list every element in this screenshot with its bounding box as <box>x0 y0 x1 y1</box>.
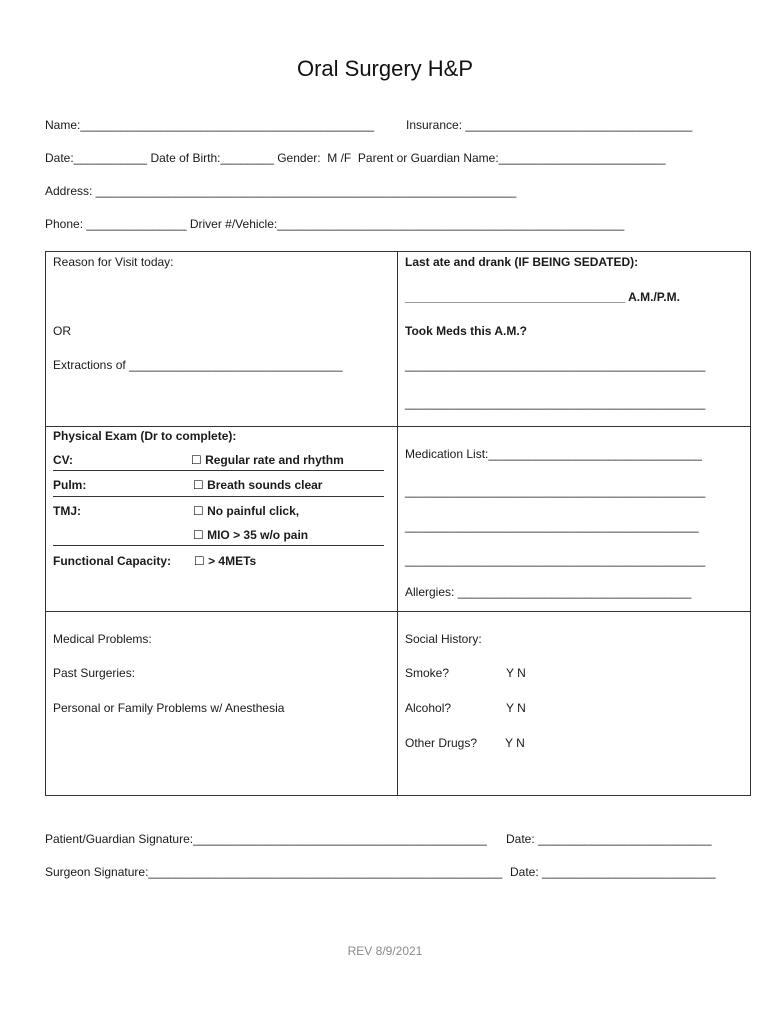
cv-label: CV: <box>53 453 74 467</box>
patient-signature-field[interactable]: ____________________________________________ <box>193 832 487 846</box>
medication-list-field[interactable]: ________________________________ <box>488 447 702 461</box>
guardian-field[interactable]: _________________________ <box>498 151 666 165</box>
surgeon-signature-label: Surgeon Signature: <box>45 865 149 879</box>
meds-field-2[interactable]: _____________________________________________ <box>405 396 706 410</box>
insurance-row <box>406 118 692 132</box>
functional-label: Functional Capacity: <box>53 554 172 568</box>
driver-field[interactable]: ____________________________________________________ <box>277 217 625 231</box>
tmj-label: TMJ: <box>53 504 81 518</box>
surgeon-date-label: Date: <box>510 865 539 879</box>
medication-line-1[interactable]: _____________________________________________ <box>405 484 706 498</box>
other-drugs-label: Other Drugs? <box>405 736 478 750</box>
patient-signature-row <box>45 832 487 846</box>
medication-list-row <box>405 447 702 461</box>
last-ate-label: Last ate and drank (IF BEING SEDATED): <box>405 255 639 269</box>
extractions-field[interactable]: ________________________________ <box>129 358 343 372</box>
tmj-checkbox-click[interactable]: ☐ No painful click, <box>193 504 300 518</box>
smoke-label: Smoke? <box>405 666 450 680</box>
last-ate-field[interactable]: _________________________________ <box>405 290 626 304</box>
cv-checkbox[interactable]: ☐ Regular rate and rhythm <box>191 453 344 467</box>
date-label: Date: <box>45 151 74 165</box>
gender-label: Gender: <box>277 151 321 165</box>
driver-label: Driver #/Vehicle: <box>189 217 278 231</box>
allergies-row <box>405 585 691 599</box>
table-divider-vertical <box>397 251 398 796</box>
medication-list-label: Medication List: <box>405 447 489 461</box>
allergies-field[interactable]: ___________________________________ <box>457 585 692 599</box>
anesthesia-problems-label: Personal or Family Problems w/ Anesthesia <box>53 701 285 715</box>
medication-line-2[interactable]: ____________________________________________ <box>405 519 699 533</box>
medical-problems-label: Medical Problems: <box>53 632 152 646</box>
pulm-label: Pulm: <box>53 478 87 492</box>
name-field[interactable]: ____________________________________________ <box>80 118 374 132</box>
tmj-underline <box>53 545 384 546</box>
insurance-field[interactable]: __________________________________ <box>465 118 693 132</box>
allergies-label: Allergies: <box>405 585 455 599</box>
exam-heading: Physical Exam (Dr to complete): <box>53 429 237 443</box>
last-ate-row <box>405 290 680 304</box>
cv-underline <box>53 470 384 471</box>
surgeon-date-field[interactable]: __________________________ <box>542 865 716 879</box>
medication-line-3[interactable]: _____________________________________________ <box>405 553 706 567</box>
address-row <box>45 184 516 198</box>
revision-label: REV 8/9/2021 <box>347 944 423 958</box>
surgeon-signature-row <box>45 865 502 879</box>
patient-date-label: Date: <box>506 832 535 846</box>
address-label: Address: <box>45 184 93 198</box>
pulm-checkbox[interactable]: ☐ Breath sounds clear <box>193 478 323 492</box>
phone-row <box>45 217 624 231</box>
date-row <box>45 151 666 165</box>
or-label: OR <box>53 324 71 338</box>
dob-field[interactable]: ________ <box>220 151 274 165</box>
date-field[interactable]: ___________ <box>73 151 148 165</box>
extractions-label: Extractions of <box>53 358 126 372</box>
extractions-row <box>53 358 343 372</box>
name-label: Name: <box>45 118 81 132</box>
phone-field[interactable]: _______________ <box>86 217 187 231</box>
reason-label: Reason for Visit today: <box>53 255 174 269</box>
guardian-label: Parent or Guardian Name: <box>357 151 499 165</box>
patient-signature-label: Patient/Guardian Signature: <box>45 832 194 846</box>
patient-date-field[interactable]: __________________________ <box>538 832 712 846</box>
surgeon-signature-field[interactable]: _____________________________________________________ <box>148 865 503 879</box>
took-meds-label: Took Meds this A.M.? <box>405 324 527 338</box>
gender-options[interactable]: M /F <box>327 151 352 165</box>
phone-label: Phone: <box>45 217 84 231</box>
alcohol-yn[interactable]: Y N <box>506 701 526 715</box>
name-row <box>45 118 374 132</box>
dob-label: Date of Birth: <box>150 151 221 165</box>
am-pm-label: A.M./P.M. <box>628 290 680 304</box>
insurance-label: Insurance: <box>406 118 463 132</box>
table-divider-row-1 <box>45 426 751 427</box>
table-divider-row-2 <box>45 611 751 612</box>
smoke-yn[interactable]: Y N <box>506 666 526 680</box>
past-surgeries-label: Past Surgeries: <box>53 666 136 680</box>
meds-field-1[interactable]: _____________________________________________ <box>405 358 706 372</box>
surgeon-date-row <box>510 865 716 879</box>
page-title: Oral Surgery H&P <box>296 56 474 81</box>
address-field[interactable]: _______________________________________________________________ <box>95 184 517 198</box>
patient-date-row <box>506 832 712 846</box>
social-history-label: Social History: <box>405 632 482 646</box>
other-drugs-yn[interactable]: Y N <box>505 736 525 750</box>
pulm-underline <box>53 496 384 497</box>
functional-checkbox[interactable]: ☐ > 4METs <box>194 554 257 568</box>
alcohol-label: Alcohol? <box>405 701 452 715</box>
tmj-checkbox-mio[interactable]: ☐ MIO > 35 w/o pain <box>193 528 309 542</box>
